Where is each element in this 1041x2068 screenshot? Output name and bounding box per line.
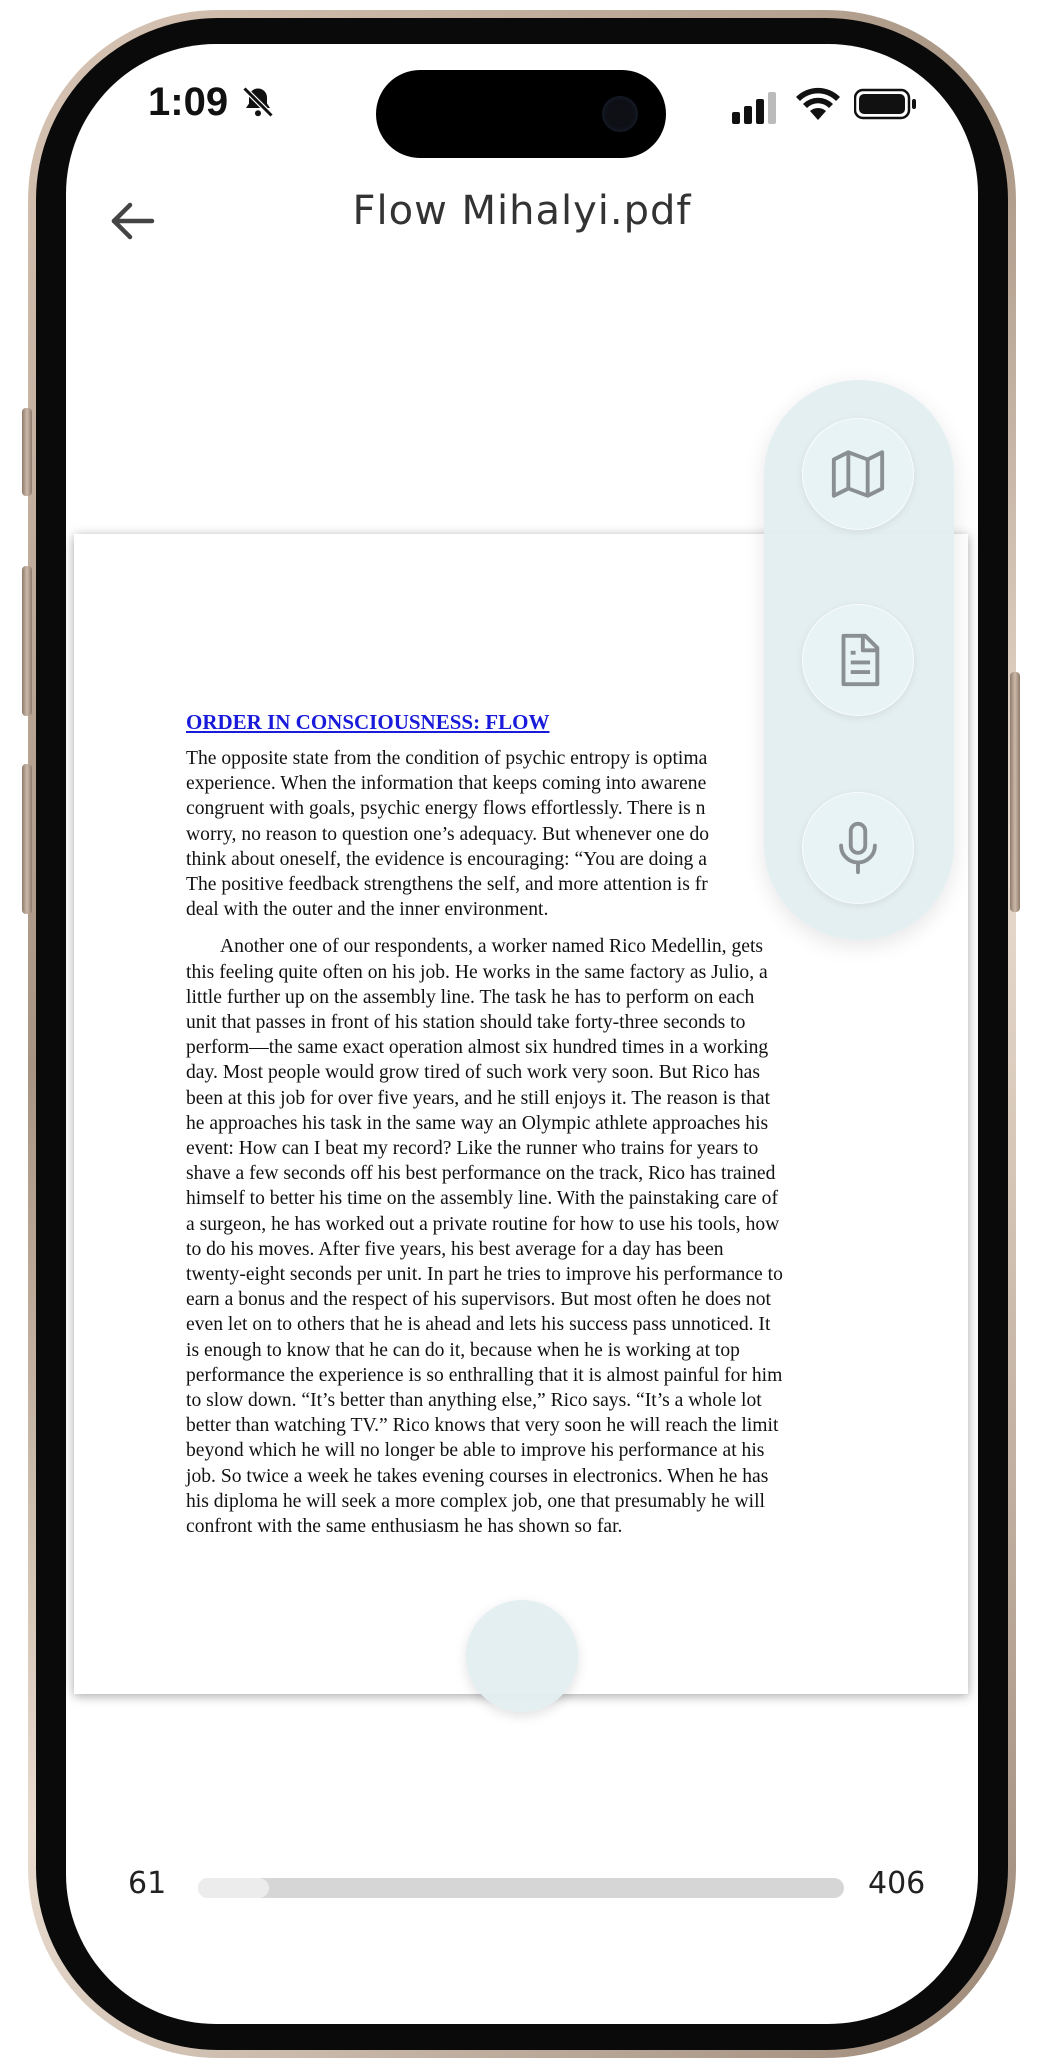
status-time: 1:09 bbox=[148, 80, 229, 124]
screen bbox=[66, 44, 978, 2024]
dynamic-island bbox=[376, 70, 666, 158]
text-line: day. Most people would grow tired of such work very soon. But Rico has bbox=[186, 1062, 760, 1084]
page-scroll-handle[interactable] bbox=[466, 1600, 578, 1712]
text-line: even let on to others that he is ahead and lets his success pass unnoticed. It bbox=[186, 1314, 771, 1336]
text-line: beyond which he will no longer be able to improve his performance at his bbox=[186, 1440, 765, 1462]
wifi-icon bbox=[796, 86, 840, 122]
text-line: himself to better his time on the assembly line. With the painstaking care of bbox=[186, 1188, 778, 1210]
microphone-button[interactable] bbox=[802, 792, 914, 904]
bell-slash-icon bbox=[240, 84, 276, 120]
text-line: a surgeon, he has worked out a private routine for how to use his tools, how bbox=[186, 1213, 780, 1235]
map-icon bbox=[829, 445, 887, 503]
camera-lens bbox=[602, 96, 638, 132]
text-line: this feeling quite often on his job. He works in the same factory as Julio, a bbox=[186, 961, 768, 983]
text-line: deal with the outer and the inner environment. bbox=[186, 899, 549, 921]
text-line: earn a bonus and the respect of his supervisors. But most often he does not bbox=[186, 1289, 771, 1311]
text-line: better than watching TV.” Rico knows that very soon he will reach the limit bbox=[186, 1415, 779, 1437]
volume-up-button bbox=[22, 566, 32, 716]
text-line: little further up on the assembly line. The task he has to perform on each bbox=[186, 986, 755, 1008]
text-line: congruent with goals, psychic energy flows effortlessly. There is n bbox=[186, 798, 706, 820]
document-button[interactable] bbox=[802, 604, 914, 716]
text-line: shave a few seconds off his best performance on the track, Rico has trained bbox=[186, 1163, 776, 1185]
volume-down-button bbox=[22, 764, 32, 914]
text-line: job. So twice a week he takes evening courses in electronics. When he has bbox=[186, 1465, 769, 1487]
text-line: unit that passes in front of his station should take forty-three seconds to bbox=[186, 1012, 746, 1034]
document-icon bbox=[829, 631, 887, 689]
map-button[interactable] bbox=[802, 418, 914, 530]
page-progress-slider[interactable] bbox=[198, 1878, 844, 1898]
text-line: his diploma he will seek a more complex job, one that presumably he will bbox=[186, 1490, 765, 1512]
text-line: perform—the same exact operation almost six hundred times in a working bbox=[186, 1037, 769, 1059]
page-progress-fill bbox=[198, 1878, 269, 1898]
text-line: worry, no reason to question one’s adequacy. But whenever one do bbox=[186, 823, 710, 845]
chapter-heading-link[interactable]: ORDER IN CONSCIOUSNESS: FLOW bbox=[186, 710, 550, 734]
text-line: experience. When the information that keeps coming into awarene bbox=[186, 773, 707, 795]
paragraph bbox=[186, 934, 866, 1539]
action-button bbox=[22, 408, 32, 496]
signal-icon bbox=[732, 92, 780, 124]
text-line: confront with the same enthusiasm he has shown so far. bbox=[186, 1516, 623, 1538]
text-line: think about oneself, the evidence is encouraging: “You are doing a bbox=[186, 848, 707, 870]
text-line: The opposite state from the condition of psychic entropy is optima bbox=[186, 748, 708, 769]
total-page-count: 406 bbox=[868, 1866, 926, 1901]
text-line: performance the experience is so enthralling that it is almost painful for him bbox=[186, 1364, 783, 1386]
document-title: Flow Mihalyi.pdf bbox=[352, 188, 692, 234]
text-line: Another one of our respondents, a worker named Rico Medellin, gets bbox=[220, 936, 764, 958]
text-line: to slow down. “It’s better than anything else,” Rico says. “It’s a whole lot bbox=[186, 1390, 762, 1412]
page-text bbox=[186, 746, 866, 1551]
microphone-icon bbox=[829, 819, 887, 877]
text-line: is enough to know that he can do it, because when he is working at top bbox=[186, 1339, 740, 1361]
text-line: been at this job for over five years, and he still enjoys it. The reason is that bbox=[186, 1087, 771, 1109]
text-line: twenty-eight seconds per unit. In part he tries to improve his performance to bbox=[186, 1264, 783, 1286]
power-button bbox=[1010, 672, 1020, 912]
tool-panel bbox=[764, 380, 954, 940]
text-line: event: How can I beat my record? Like the runner who trains for years to bbox=[186, 1138, 759, 1160]
current-page-number: 61 bbox=[128, 1866, 167, 1901]
text-line: The positive feedback strengthens the self, and more attention is fr bbox=[186, 874, 708, 896]
battery-icon bbox=[854, 88, 918, 120]
text-line: he approaches his task in the same way an Olympic athlete approaches his bbox=[186, 1112, 769, 1134]
text-line: to do his moves. After five years, his best average for a day has been bbox=[186, 1238, 724, 1260]
